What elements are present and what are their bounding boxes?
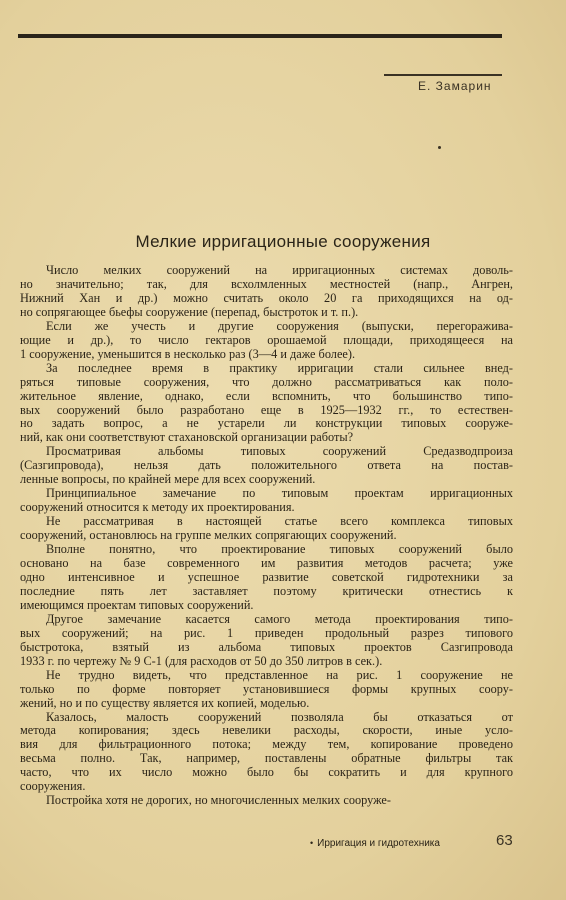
text-line: основано на базе современного им развития методов расчета; уже bbox=[20, 556, 513, 571]
text-line: ющие и др.), то число гектаров орошаемой площади, приходящееся на bbox=[20, 332, 513, 347]
page-number: 63 bbox=[496, 832, 513, 849]
text-line: сооружений, остановлюсь на группе мелких сопрягающих сооружений. bbox=[20, 528, 397, 543]
journal-name: Ирригация и гидротехника bbox=[317, 838, 440, 849]
text-line: Число мелких сооружений на ирригационных системах доволь- bbox=[46, 263, 513, 277]
text-line: последние пять лет заставляет поэтому критически отнестись к bbox=[20, 583, 513, 598]
text-line: Постройка хотя не дорогих, но многочисленных мелких сооруже- bbox=[46, 793, 391, 808]
text-line: Просматривая альбомы типовых сооружений Средазводпроиза bbox=[46, 444, 513, 459]
text-line: жений, но и по существу является их копией, моделью. bbox=[20, 695, 310, 710]
text-line: быстротока, взятый из альбома типовых проектов Сазгипровода bbox=[20, 639, 513, 654]
text-line: вия для фильтрационного потока; между тем, копирование проведено bbox=[20, 737, 513, 752]
text-line: жительное явление, однако, если вспомнить, что большинство типо- bbox=[20, 388, 513, 403]
text-line: но сопрягающее бьефы сооружение (перепад, быстроток и т. п.). bbox=[20, 304, 359, 319]
text-line: Вполне понятно, что проектирование типовых сооружений было bbox=[46, 542, 513, 557]
footer-bullet: • bbox=[310, 838, 314, 848]
text-line: Казалось, малость сооружений позволяла бы отказаться от bbox=[46, 709, 513, 724]
text-line: Не рассматривая в настоящей статье всего комплекса типовых bbox=[46, 514, 513, 529]
text-line: ряться типовые сооружения, что должно рассматриваться как поло- bbox=[20, 374, 513, 389]
text-line: За последнее время в практику ирригации стали сильнее внед- bbox=[46, 360, 513, 375]
author-rule bbox=[384, 74, 502, 76]
ink-dot bbox=[438, 146, 441, 149]
text-line: но значительно; так, для всхолмленных местностей (напр., Ангрен, bbox=[20, 276, 513, 291]
text-line: Другое замечание касается самого метода проектирования типо- bbox=[46, 611, 513, 626]
text-line: одно интенсивное и успешное развитие советской гидротехники за bbox=[20, 569, 513, 584]
text-line: (Сазгипровода), нельзя дать положительного ответа на постав- bbox=[20, 458, 513, 473]
text-line: но задать вопрос, а не устарели ли конструкции типовых сооруже- bbox=[20, 416, 513, 431]
text-line: сооружения. bbox=[20, 779, 86, 794]
text-line: Нижний Хан и др.) можно считать около 20 га приходящихся на од- bbox=[20, 290, 513, 305]
text-line: вых сооружений было разработано еще в 1925—1932 гг., то естествен- bbox=[20, 402, 513, 417]
text-line: сооружений относится к методу их проектирования. bbox=[20, 500, 295, 515]
text-line: Если же учесть и другие сооружения (выпуски, перегоражива- bbox=[46, 318, 513, 333]
text-line: 1 сооружение, уменьшится в несколько раз (3—4 и даже более). bbox=[20, 346, 356, 361]
text-line: только по форме повторяет установившиеся формы крупных соору- bbox=[20, 681, 513, 696]
text-line: 1933 г. по чертежу № 9 С-1 (для расходов от 50 до 350 литров в сек.). bbox=[20, 653, 383, 668]
text-line: Не трудно видеть, что представленное на рис. 1 сооружение не bbox=[46, 667, 513, 682]
article-title: Мелкие ирригационные сооружения bbox=[135, 232, 431, 251]
text-line: ний, как они соответствуют стахановской организации работы? bbox=[20, 430, 354, 445]
text-line: ленные вопросы, по крайней мере для всех сооружений. bbox=[20, 472, 316, 487]
text-line: вых сооружений; на рис. 1 приведен продольный разрез типового bbox=[20, 625, 513, 640]
text-line: весьма полно. Так, например, поставлены обратные фильтры так bbox=[20, 751, 513, 766]
text-line: часто, что их число можно было бы сократить и для крупного bbox=[20, 765, 513, 780]
article-body bbox=[20, 264, 513, 808]
top-rule bbox=[18, 34, 502, 38]
text-line: метода копирования; здесь невелики расходы, скорости, иные усло- bbox=[20, 723, 513, 738]
text-line: имеющимся проектам типовых сооружений. bbox=[20, 597, 254, 612]
footer-journal bbox=[310, 838, 440, 849]
author-name: Е. Замарин bbox=[418, 79, 492, 93]
text-line: Принципиальное замечание по типовым проектам ирригационных bbox=[46, 486, 513, 501]
